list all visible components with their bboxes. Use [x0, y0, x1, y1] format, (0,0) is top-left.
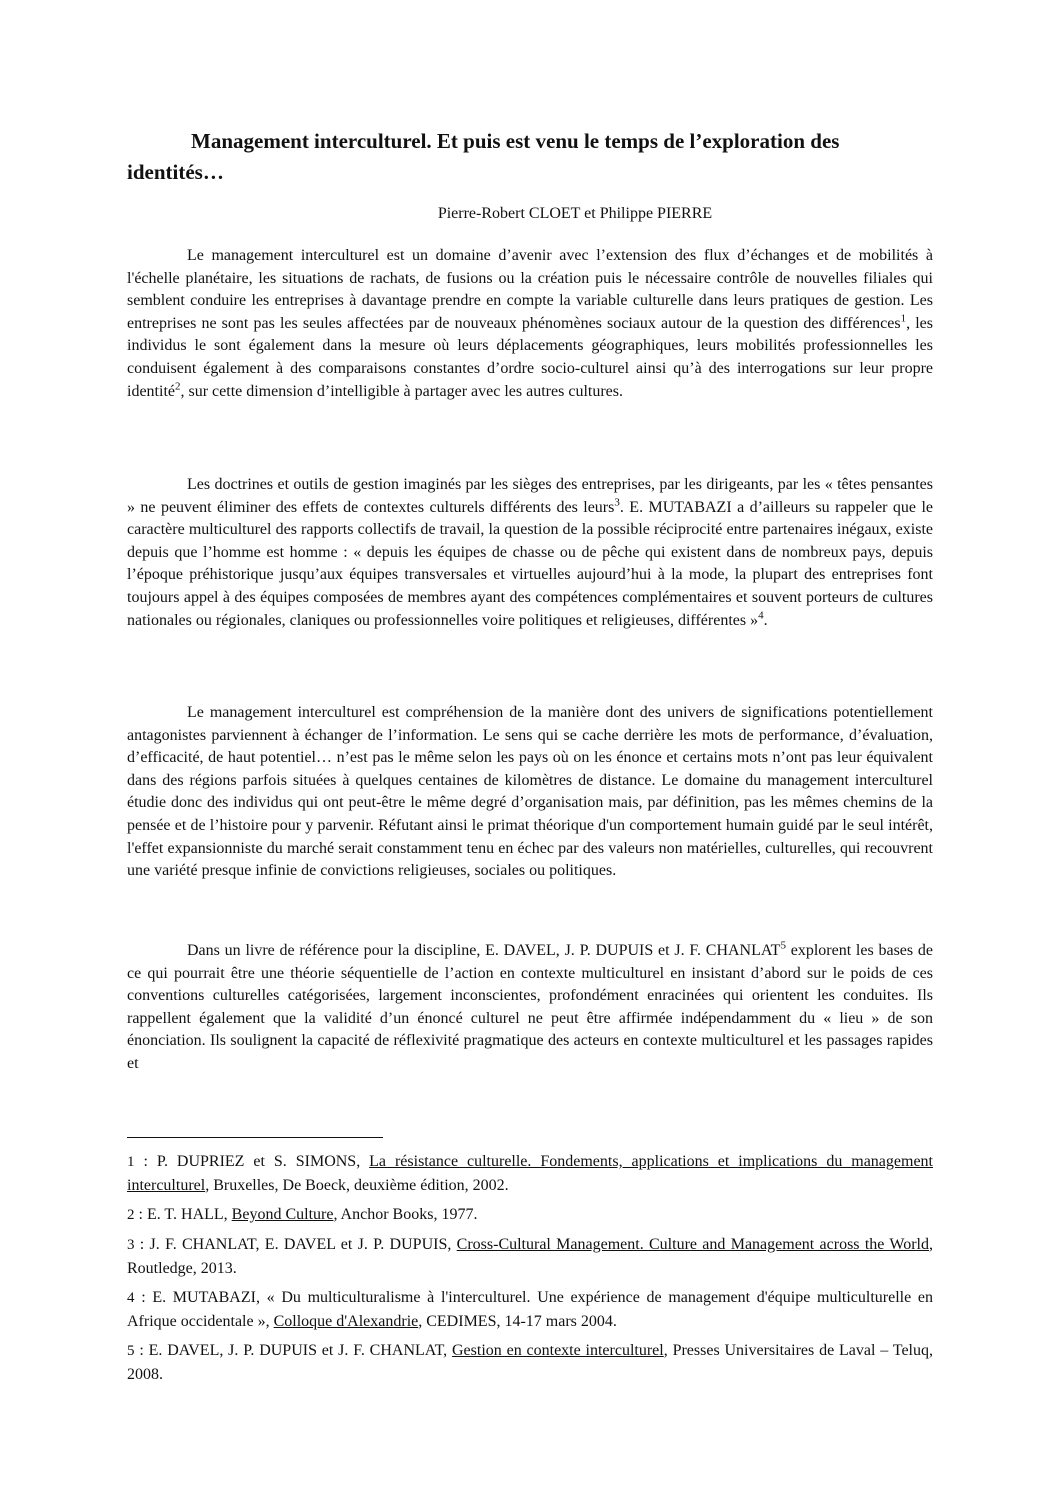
- footnote-4: [127, 1286, 933, 1333]
- authors-line: Pierre-Robert CLOET et Philippe PIERRE: [437, 205, 713, 222]
- document-title: Management interculturel. Et puis est venu le temps de l’exploration des identités…: [127, 129, 840, 184]
- footnote-title: Gestion en contexte interculturel: [451, 1342, 664, 1359]
- footnote-title: La résistance culturelle. Fondements, applications et implications du management interculturel: [127, 1153, 934, 1194]
- footnote-text: : J. F. CHANLAT, E. DAVEL et J. P. DUPUIS,: [134, 1236, 457, 1253]
- footnote-ref[interactable]: 5: [780, 939, 786, 952]
- footnote-ref[interactable]: 3: [614, 496, 620, 509]
- paragraph-text: Dans un livre de référence pour la discipline, E. DAVEL, J. P. DUPUIS et J. F. CHANLAT: [187, 942, 781, 959]
- footnote-text: , Anchor Books, 1977.: [333, 1206, 478, 1223]
- paragraph-3: Le management interculturel est compréhension de la manière dont des univers de significations potentiellement antagonistes parviennent à échanger de l’information. Le sens qui se cache derrière les mots de performance, d’évaluation, d’efficacité, de haut potentiel… n’est pas le même selon les pays où on les énonce et certains mots n’ont pas leur équivalent dans des régions parfois situées à quelques centaines de kilomètres de distance. Le domaine du management interculturel étudie donc des individus qui ont peut-être le même degré d’organisation mais, par définition, pas les mêmes chemins de la pensée et de l’histoire pour y parvenir. Réfutant ainsi le primat théorique d'un comportement humain guidé par le seul intérêt, l'effet expansionniste du marché serait constamment tenu en échec par des valeurs non matérielles, culturelles, qui recouvrent une variété presque infinie de convictions religieuses, sociales ou politiques.: [127, 704, 933, 880]
- footnote-number: 2: [127, 1207, 135, 1223]
- footnote-3: [127, 1233, 933, 1280]
- footnote-text: : E. T. HALL,: [134, 1206, 232, 1223]
- footnote-title: Beyond Culture: [231, 1206, 334, 1223]
- footnote-2: [127, 1203, 933, 1227]
- footnote-text: , Routledge, 2013.: [127, 1236, 933, 1277]
- paragraph-2: [127, 474, 933, 632]
- footnote-separator: [127, 1137, 383, 1138]
- paragraph-text: .: [763, 611, 768, 629]
- footnote-number: 4: [127, 1290, 135, 1306]
- paragraph-text: . E. MUTABAZI a d’ailleurs su rappeler que le caractère multiculturel des rapports collectifs de travail, la question de la possible réciprocité entre partenaires inégaux, existe depuis que l’homme est homme : « depuis les équipes de chasse ou de pêche qui existent dans de nombreux pays, depuis l’époque préhistorique jusqu’aux équipes transversales et virtuelles aujourd’hui à la mode, la plupart des entreprises font toujours appel à des équipes composées de membres ayant des compétences complémentaires et souvent porteurs de cultures nationales ou régionales, claniques ou professionnelles voire politiques et religieuses, différentes »: [127, 498, 934, 629]
- footnote-ref[interactable]: 4: [758, 609, 764, 622]
- footnote-title: Colloque d'Alexandrie: [273, 1313, 419, 1330]
- footnote-5: [127, 1339, 933, 1386]
- paragraph-text: Le management interculturel est un domaine d’avenir avec l’extension des flux d’échanges et de mobilités à l'échelle planétaire, les situations de rachats, de fusions ou la création puis le nécessaire contrôle de nouvelles filiales qui semblent conduire les entreprises à davantage prendre en compte la variable culturelle dans leurs pratiques de gestion. Les entreprises ne sont pas les seules affectées par de nouveaux phénomènes sociaux autour de la question des différences: [127, 247, 933, 332]
- footnote-title: Cross-Cultural Management. Culture and Management across the World: [456, 1236, 929, 1253]
- footnote-text: , Presses Universitaires de Laval – Teluq, 2008.: [127, 1342, 933, 1383]
- footnote-text: : P. DUPRIEZ et S. SIMONS,: [134, 1153, 370, 1170]
- footnote-text: : E. DAVEL, J. P. DUPUIS et J. F. CHANLAT,: [134, 1342, 452, 1359]
- footnote-1: [127, 1150, 933, 1197]
- paragraph-1: [127, 245, 933, 403]
- paragraph-text: explorent les bases de ce qui pourrait être une théorie séquentielle de l’action en contexte multiculturel en insistant d’abord sur le poids de ces conventions culturelles catégorisées, largement inconscientes, profondément enracinées qui orientent les conduites. Ils rappellent également que la validité d’un énoncé culturel ne peut être affirmée indépendamment du « lieu » de son énonciation. Ils soulignent la capacité de réflexivité pragmatique des acteurs en contexte multiculturel et les passages rapides et: [127, 942, 933, 1072]
- footnotes: [127, 1150, 933, 1392]
- footnote-number: 1: [127, 1154, 135, 1170]
- footnote-text: , Bruxelles, De Boeck, deuxième édition, 2002.: [205, 1177, 509, 1194]
- footnote-ref[interactable]: 1: [900, 312, 907, 325]
- footnote-text: : E. MUTABAZI, « Du multiculturalisme à l'interculturel. Une expérience de management d'équipe multiculturelle en Afrique occidentale »,: [127, 1289, 933, 1330]
- paragraph-4: [127, 940, 933, 1076]
- footnote-ref[interactable]: 2: [174, 380, 181, 393]
- footnote-number: 3: [127, 1237, 135, 1253]
- paragraph-text: , les individus le sont également dans la mesure où leurs déplacements géographiques, leurs mobilités professionnelles les conduisent également à des comparaisons constantes d’ordre socio-culturel ainsi qu’à des interrogations sur leur propre identité: [127, 314, 933, 400]
- paragraph-text: , sur cette dimension d’intelligible à partager avec les autres cultures.: [180, 382, 623, 400]
- paragraph-text: Les doctrines et outils de gestion imaginés par les sièges des entreprises, par les dirigeants, par les « têtes pensantes » ne peuvent éliminer des effets de contextes culturels différents des leurs: [127, 476, 933, 516]
- footnote-text: , CEDIMES, 14-17 mars 2004.: [418, 1313, 617, 1330]
- footnote-number: 5: [127, 1343, 135, 1359]
